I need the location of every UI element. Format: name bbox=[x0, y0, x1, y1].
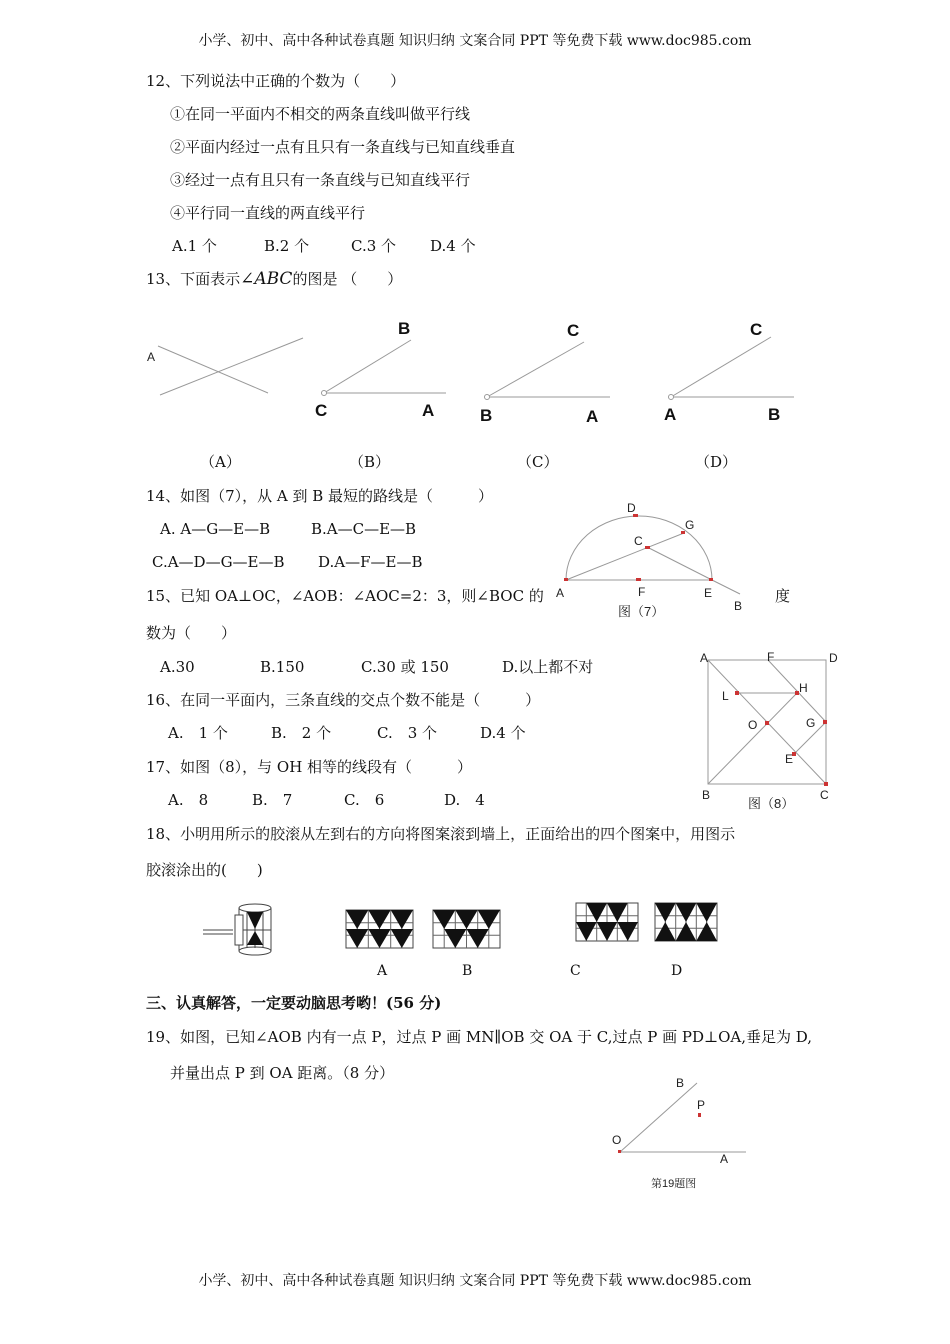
q12-statement-1: ①在同一平面内不相交的两条直线叫做平行线 bbox=[170, 105, 471, 123]
fig8-label-f: F bbox=[767, 650, 775, 664]
q17-stem: 17、如图（8），与 OH 相等的线段有（ ） bbox=[146, 758, 473, 776]
q19-line-2: 并量出点 P 到 OA 距离。（8 分） bbox=[170, 1064, 395, 1082]
q15-option-d: D.以上都不对 bbox=[502, 658, 594, 676]
q12-option-c: C.3 个 bbox=[351, 237, 397, 255]
q13-figd-left: A bbox=[664, 405, 677, 424]
q18-stem-1: 18、小明用所示的胶滚从左到右的方向将图案滚到墙上，正面给出的四个图案中，用图示 bbox=[146, 825, 736, 843]
q13-figure-c bbox=[480, 321, 610, 426]
q13-caption-c: （C） bbox=[517, 453, 559, 471]
q18-pattern-a bbox=[346, 910, 413, 948]
q13-figb-right: A bbox=[422, 401, 435, 420]
q17-option-a: A. 8 bbox=[168, 791, 209, 809]
q12-statement-2: ②平面内经过一点有且只有一条直线与已知直线垂直 bbox=[170, 138, 516, 156]
q16-option-d: D.4 个 bbox=[480, 724, 526, 742]
fig7-label-a: A bbox=[556, 586, 565, 600]
q16-option-a: A. 1 个 bbox=[168, 724, 228, 742]
q14-option-d: D.A—F—E—B bbox=[318, 553, 423, 571]
page-header: 小学、初中、高中各种试卷真题 知识归纳 文案合同 PPT 等免费下载 www.doc985.com bbox=[198, 33, 752, 49]
page-footer: 小学、初中、高中各种试卷真题 知识归纳 文案合同 PPT 等免费下载 www.doc985.com bbox=[198, 1273, 752, 1289]
q19-label-o: O bbox=[612, 1133, 622, 1147]
fig7-label-g: G bbox=[685, 518, 695, 532]
fig8-label-l: L bbox=[722, 689, 729, 703]
q18-label-d: D bbox=[671, 963, 683, 979]
q13-figd-right: B bbox=[768, 405, 781, 424]
q13-figc-left: B bbox=[480, 406, 493, 425]
q13-figd-top: C bbox=[750, 320, 763, 339]
q14-option-a: A. A—G—E—B bbox=[160, 520, 271, 538]
q14-option-c: C.A—D—G—E—B bbox=[152, 553, 285, 571]
q15-stem: 15、已知 OA⊥OC，∠AOB：∠AOC=2：3，则∠BOC 的 bbox=[146, 587, 544, 605]
q13-figure-d bbox=[664, 320, 794, 424]
q18-pattern-c bbox=[576, 903, 638, 941]
q15-option-c: C.30 或 150 bbox=[361, 658, 449, 676]
q13-caption-b: （B） bbox=[349, 453, 391, 471]
fig7-label-f: F bbox=[638, 585, 646, 599]
q18-pattern-b bbox=[433, 910, 500, 948]
q14-stem: 14、如图（7），从 A 到 B 最短的路线是（ ） bbox=[146, 487, 494, 505]
fig7-label-d: D bbox=[627, 501, 636, 515]
q13-figa-label: A bbox=[147, 350, 156, 364]
fig8-label-b: B bbox=[702, 788, 711, 802]
q18-stem-2: 胶滚涂出的( ) bbox=[146, 861, 263, 879]
q18-label-b: B bbox=[462, 963, 473, 979]
q18-roller bbox=[203, 904, 271, 955]
q12-statement-4: ④平行同一直线的两直线平行 bbox=[170, 204, 366, 222]
q12-statement-3: ③经过一点有且只有一条直线与已知直线平行 bbox=[170, 171, 471, 189]
q19-line-1: 19、如图，已知∠AOB 内有一点 P，过点 P 画 MN∥OB 交 OA 于 C,过点 P 画 PD⊥OA,垂足为 D, bbox=[146, 1028, 813, 1046]
q16-option-c: C. 3 个 bbox=[377, 724, 438, 742]
figure-7 bbox=[556, 501, 742, 619]
fig8-label-d: D bbox=[829, 651, 838, 665]
fig7-label-c: C bbox=[634, 534, 643, 548]
q15-stem-2: 数为（ ） bbox=[146, 624, 237, 642]
fig8-label-o: O bbox=[748, 718, 758, 732]
fig8-label-h: H bbox=[799, 681, 808, 695]
q19-figure bbox=[612, 1076, 746, 1190]
q15-option-b: B.150 bbox=[260, 658, 305, 676]
section-3-title: 三、认真解答，一定要动脑思考哟！(56 分) bbox=[146, 994, 442, 1012]
figure-8 bbox=[700, 650, 838, 811]
q13-figc-right: A bbox=[586, 407, 599, 426]
q12-option-b: B.2 个 bbox=[264, 237, 310, 255]
q13-figure-a bbox=[147, 338, 303, 395]
q13-figc-top: C bbox=[567, 321, 580, 340]
q15-option-a: A.30 bbox=[160, 658, 195, 676]
q17-option-b: B. 7 bbox=[252, 791, 293, 809]
fig7-label-e: E bbox=[704, 586, 713, 600]
q13-caption-a: （A） bbox=[200, 453, 241, 471]
q19-label-a: A bbox=[720, 1152, 729, 1166]
q14-option-b: B.A—C—E—B bbox=[311, 520, 417, 538]
fig7-caption: 图（7） bbox=[618, 604, 665, 619]
q18-label-c: C bbox=[570, 963, 581, 979]
fig7-label-b: B bbox=[734, 599, 743, 613]
q16-stem: 16、在同一平面内，三条直线的交点个数不能是（ ） bbox=[146, 691, 541, 709]
q17-option-c: C. 6 bbox=[344, 791, 385, 809]
q12-stem: 12、下列说法中正确的个数为（ ） bbox=[146, 72, 406, 90]
q18-label-a: A bbox=[377, 963, 388, 979]
q12-option-d: D.4 个 bbox=[430, 237, 476, 255]
fig8-label-a: A bbox=[700, 651, 709, 665]
q12-option-a: A.1 个 bbox=[172, 237, 217, 255]
q13-stem: 13、下面表示∠ABC的图是 （ ） bbox=[146, 269, 403, 289]
fig8-caption: 图（8） bbox=[748, 796, 795, 811]
fig8-label-e: E bbox=[785, 752, 794, 766]
fig8-label-c: C bbox=[820, 788, 829, 802]
q19-label-b: B bbox=[676, 1076, 685, 1090]
q19-caption: 第19题图 bbox=[651, 1178, 697, 1190]
q13-figb-left: C bbox=[315, 401, 328, 420]
fig8-label-g: G bbox=[806, 716, 816, 730]
q13-caption-d: （D） bbox=[695, 453, 738, 471]
q17-option-d: D. 4 bbox=[444, 791, 485, 809]
q13-figb-top: B bbox=[398, 319, 411, 338]
q18-pattern-d bbox=[655, 903, 717, 941]
q15-unit: 度 bbox=[775, 587, 791, 605]
q13-figure-b bbox=[315, 319, 446, 420]
q19-label-p: P bbox=[697, 1098, 706, 1112]
q16-option-b: B. 2 个 bbox=[271, 724, 332, 742]
